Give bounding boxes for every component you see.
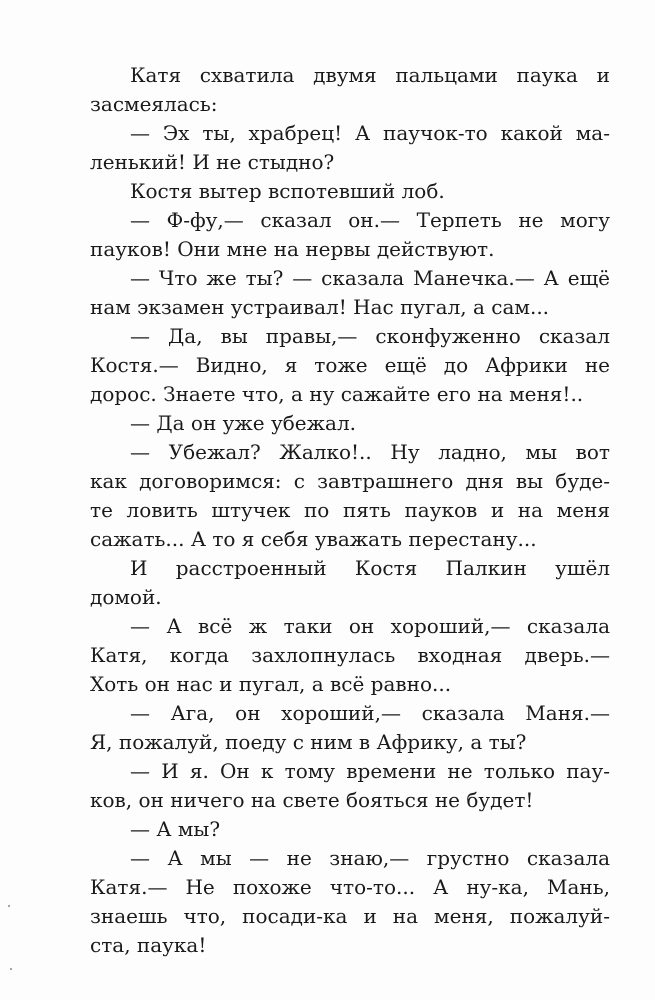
text-line: — Эх ты, храбрец! А паучок-то какой ма- (130, 121, 610, 145)
text-line: — А всё ж таки он хороший,— сказала (130, 614, 610, 638)
text-line: Я, пожалуй, поеду с ним в Африку, а ты? (90, 730, 527, 754)
page-text (90, 61, 610, 960)
text-line: Костя вытер вспотевший лоб. (130, 179, 445, 203)
text-line: дорос. Знаете что, а ну сажайте его на меня!.. (90, 382, 584, 406)
paragraph (90, 699, 610, 757)
text-line: ков, он ничего на свете бояться не будет! (90, 788, 534, 812)
text-line: — Убежал? Жалко!.. Ну ладно, мы вот (130, 440, 610, 464)
text-line: домой. (90, 585, 162, 609)
scan-speck (8, 905, 10, 907)
paragraph (90, 206, 610, 264)
paragraph (90, 757, 610, 815)
text-line: те ловить штучек по пять пауков и на меня (90, 498, 610, 522)
text-line: — Что же ты? — сказала Манечка.— А ещё (130, 266, 610, 290)
paragraph (90, 177, 610, 206)
text-line: засмеялась: (90, 92, 218, 116)
text-line: Костя.— Видно, я тоже ещё до Африки не (90, 353, 610, 377)
scan-speck (10, 968, 12, 970)
text-line: И расстроенный Костя Палкин ушёл (130, 556, 610, 580)
text-line: Катя схватила двумя пальцами паука и (130, 63, 610, 87)
paragraph (90, 554, 610, 612)
text-line: знаешь что, посади-ка и на меня, пожалуй- (90, 904, 610, 928)
text-line: — И я. Он к тому времени не только пау- (130, 759, 610, 783)
text-line: — Да, вы правы,— сконфуженно сказал (130, 324, 610, 348)
paragraph (90, 61, 610, 119)
text-line: Катя, когда захлопнулась входная дверь.— (90, 643, 610, 667)
paragraph (90, 409, 610, 438)
paragraph (90, 844, 610, 960)
paragraph (90, 612, 610, 699)
text-line: — Ага, он хороший,— сказала Маня.— (130, 701, 610, 725)
text-line: пауков! Они мне на нервы действуют. (90, 237, 495, 261)
paragraph (90, 264, 610, 322)
text-line: — А мы? (130, 817, 221, 841)
text-line: сажать... А то я себя уважать перестану... (90, 527, 537, 551)
paragraph (90, 815, 610, 844)
text-line: нам экзамен устраивал! Нас пугал, а сам... (90, 295, 550, 319)
text-line: — Да он уже убежал. (130, 411, 357, 435)
text-line: ста, паука! (90, 933, 207, 957)
text-line: Хоть он нас и пугал, а всё равно... (90, 672, 452, 696)
paragraph (90, 438, 610, 554)
text-line: — Ф-фу,— сказал он.— Терпеть не могу (130, 208, 610, 232)
paragraph (90, 322, 610, 409)
text-line: как договоримся: с завтрашнего дня вы буде- (90, 469, 610, 493)
text-line: — А мы — не знаю,— грустно сказала (130, 846, 610, 870)
text-line: ленький! И не стыдно? (90, 150, 335, 174)
text-line: Катя.— Не похоже что-то... А ну-ка, Мань, (90, 875, 610, 899)
paragraph (90, 119, 610, 177)
